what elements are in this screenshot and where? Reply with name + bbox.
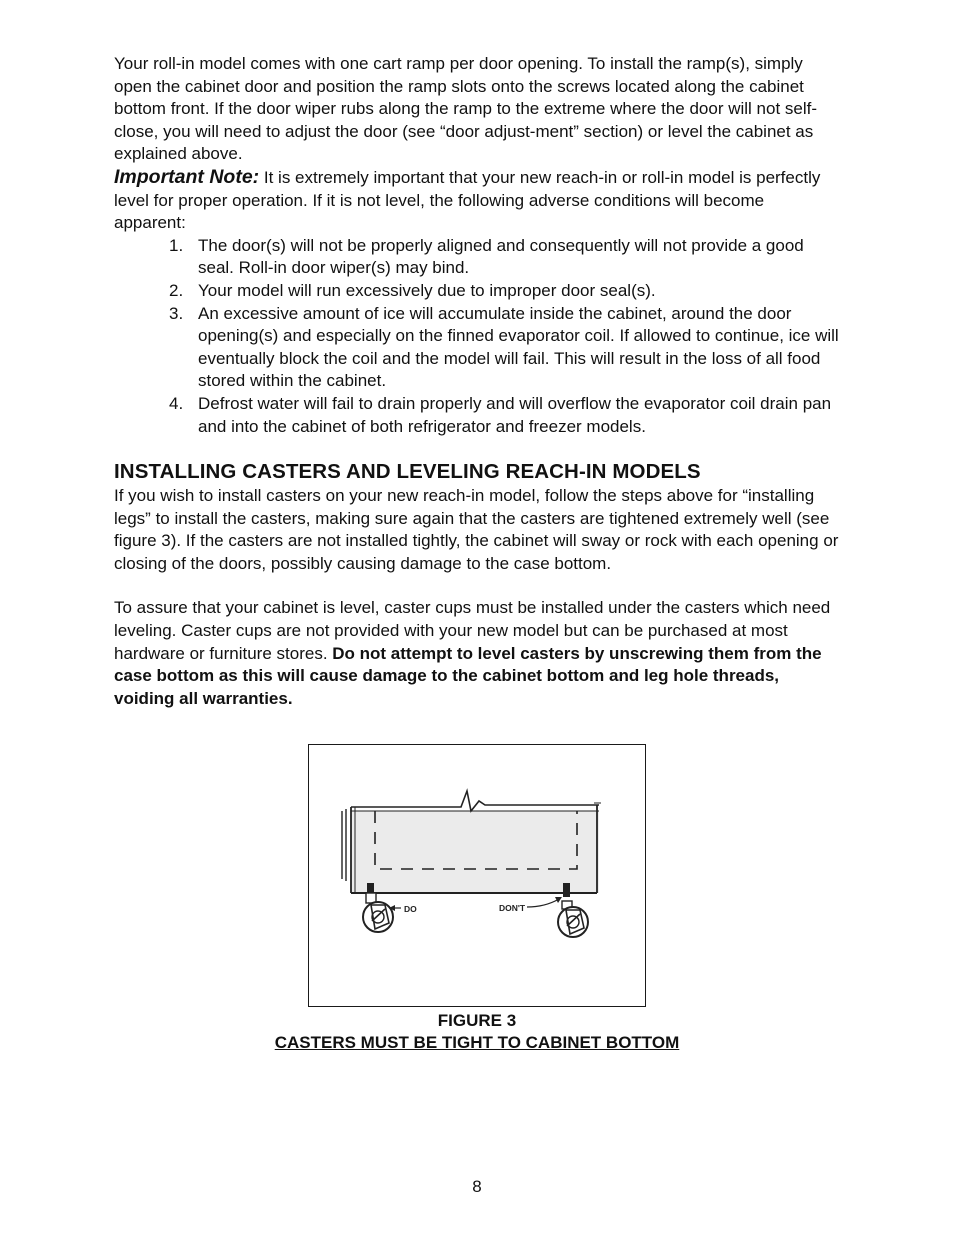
list-item bbox=[169, 280, 840, 303]
list-item bbox=[169, 393, 840, 438]
figure-number: FIGURE 3 bbox=[437, 1011, 517, 1030]
important-note-text: It is extremely important that your new reach-in or roll-in model is perfectly level for proper operation. If it is not level, the following adverse conditions will become apparent: bbox=[114, 167, 821, 233]
leveling-paragraph bbox=[114, 597, 840, 710]
list-item-text: An excessive amount of ice will accumulate inside the cabinet, around the door opening(s) and especially on the finned evaporator coil. If allowed to continue, ice will eventually block the coil and the model will fail. This will result in the loss of all food stored within the cabinet. bbox=[198, 303, 839, 391]
label-dont: DON'T bbox=[499, 903, 526, 913]
figure-title: CASTERS MUST BE TIGHT TO CABINET BOTTOM bbox=[274, 1033, 680, 1052]
list-item-number: 3. bbox=[169, 303, 184, 323]
list-item-number: 1. bbox=[169, 235, 184, 255]
leveling-text: To assure that your cabinet is level, caster cups must be installed under the casters which need leveling. Caster cups are not provided with your new model but can be purchased at most hardware or furniture stores. bbox=[114, 598, 831, 663]
list-item-number: 4. bbox=[169, 393, 184, 413]
list-item bbox=[169, 235, 840, 280]
list-item-text: The door(s) will not be properly aligned and consequently will not provide a good seal. Roll-in door wiper(s) may bind. bbox=[198, 235, 804, 278]
page-number: 8 bbox=[472, 1177, 482, 1196]
conditions-list bbox=[114, 235, 840, 438]
leveling-warning: Do not attempt to level casters by unscrewing them from the case bottom as this will cause damage to the cabinet bottom and leg hole threads, voiding all warranties. bbox=[114, 643, 822, 708]
right-caster-stem bbox=[563, 883, 570, 897]
list-item-text: Defrost water will fail to drain properly and will overflow the evaporator coil drain pan and into the cabinet of both refrigerator and freezer models. bbox=[198, 393, 832, 436]
section-heading: INSTALLING CASTERS AND LEVELING REACH-IN MODELS bbox=[114, 460, 701, 484]
list-item-text: Your model will run excessively due to improper door seal(s). bbox=[198, 280, 656, 300]
casters-paragraph: If you wish to install casters on your new reach-in model, follow the steps above for “installing legs” to install the casters, making sure again that the casters are tightened extremely well (see figure 3). If the casters are not installed tightly, the cabinet will sway or rock with each opening or closing of the doors, possibly causing damage to the case bottom. bbox=[114, 486, 839, 573]
list-item-number: 2. bbox=[169, 280, 184, 300]
important-note-label: Important Note: bbox=[114, 165, 260, 188]
list-item bbox=[169, 303, 840, 393]
intro-paragraph: Your roll-in model comes with one cart ramp per door opening. To install the ramp(s), simply open the cabinet door and position the ramp slots onto the screws located along the cabinet bottom front. If the door wiper rubs along the ramp to the extreme where the door will not self-close, you will need to adjust the door (see “door adjust-ment” section) or level the cabinet as explained above. bbox=[114, 54, 818, 164]
page-content bbox=[114, 53, 840, 710]
cabinet-body bbox=[351, 811, 599, 893]
cabinet-caster-drawing bbox=[309, 745, 645, 1006]
label-do: DO bbox=[404, 904, 417, 914]
figure-3-box bbox=[308, 744, 646, 1007]
important-note-paragraph bbox=[114, 166, 840, 235]
paragraph-gap bbox=[114, 575, 840, 597]
